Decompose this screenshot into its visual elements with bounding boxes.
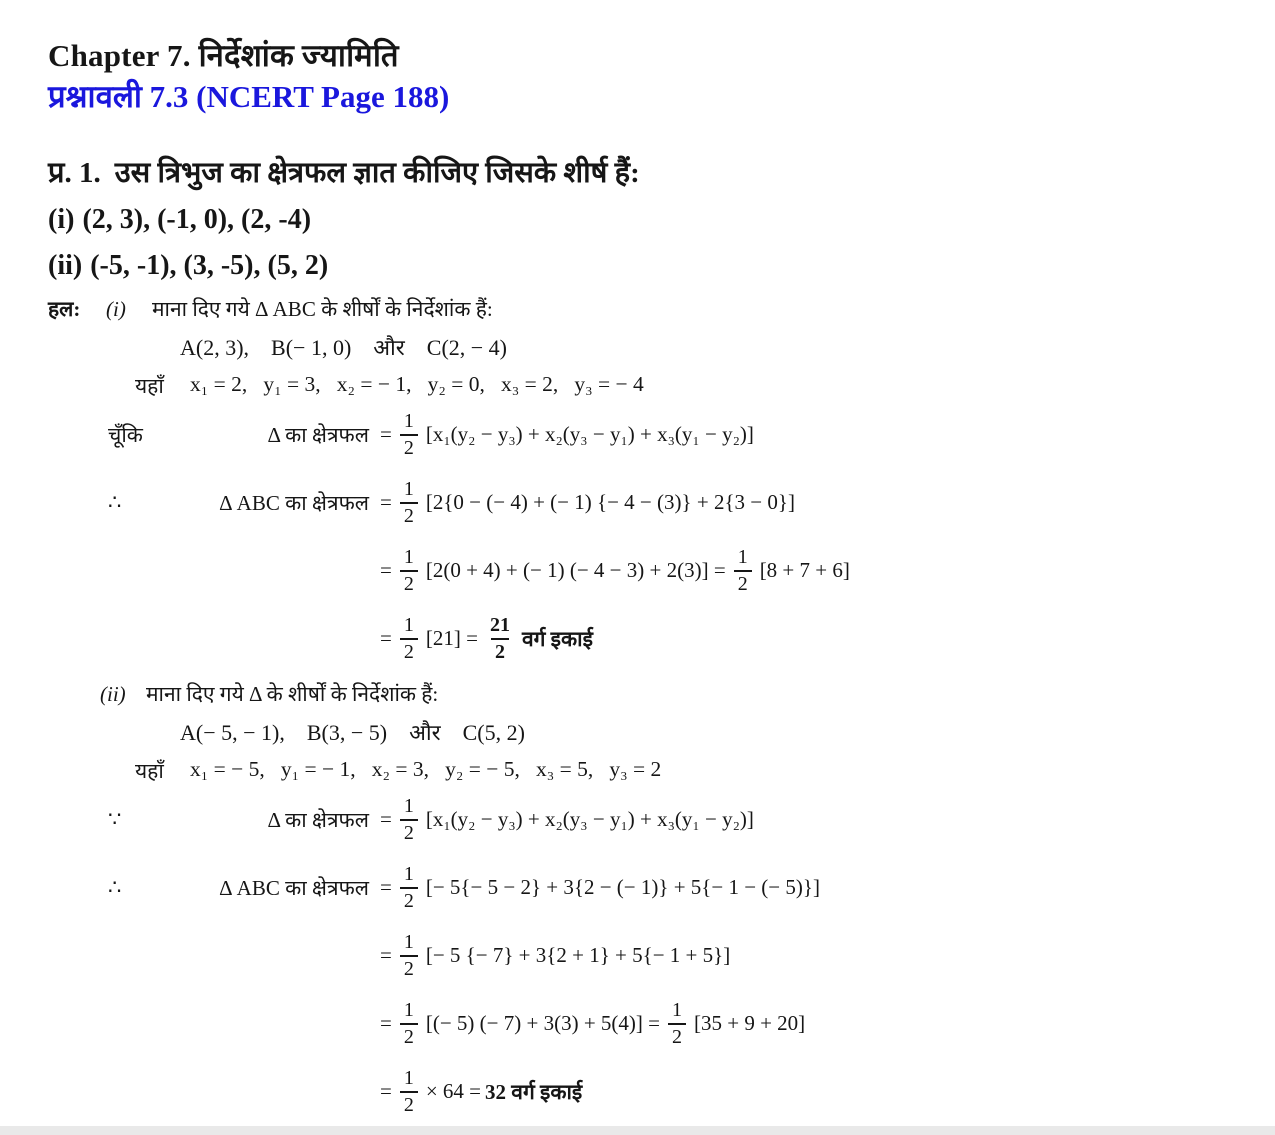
- math-text: [− 5 {− 7} + 3{2 + 1} + 5{− 1 + 5}]: [425, 943, 731, 968]
- fraction: [400, 931, 418, 980]
- solution-label: हल:: [48, 297, 81, 322]
- math-text: [35 + 9 + 20]: [694, 1011, 806, 1036]
- math-expression: [378, 1067, 584, 1116]
- fraction-denominator: 2: [400, 1091, 418, 1116]
- exercise-title: प्रश्नावली 7.3 (NCERT Page 188): [48, 79, 450, 115]
- question-part-label: (ii): [48, 250, 83, 282]
- chapter-title: Chapter 7. निर्देशांक ज्यामिति: [48, 38, 399, 73]
- given-values: x₁ = 2, y₁ = 3, x₂ = − 1, y₂ = 0, x₃ = 2, y₃ = − 4: [190, 372, 644, 397]
- fraction-denominator: 2: [400, 955, 418, 980]
- fraction: [734, 546, 752, 595]
- fraction-numerator: 1: [403, 795, 414, 818]
- fraction: [400, 614, 418, 663]
- solution-section: [48, 295, 1245, 672]
- math-text: =: [380, 807, 392, 832]
- math-expression: [378, 931, 732, 980]
- step-relation-symbol: ∴: [108, 875, 122, 900]
- fraction: [400, 863, 418, 912]
- fraction-denominator: 2: [668, 1023, 686, 1048]
- question-line: [48, 155, 1245, 191]
- equation-step: [48, 786, 1245, 853]
- coordinates-line: A(2, 3), B(− 1, 0) और C(2, − 4): [180, 335, 508, 361]
- equation-step: [48, 401, 1245, 468]
- math-text: =: [380, 422, 392, 447]
- math-text: =: [380, 558, 392, 583]
- math-text: [x₁(y₂ − y₃) + x₂(y₃ − y₁) + x₃(y₁ − y₂)]: [425, 807, 754, 832]
- math-text: =: [380, 943, 392, 968]
- fraction: [400, 478, 418, 527]
- solution-sections: [48, 295, 1245, 1125]
- fraction: [400, 1067, 418, 1116]
- math-expression: [378, 795, 756, 844]
- fraction-denominator: 2: [400, 638, 418, 663]
- section-intro-text: माना दिए गये Δ के शीर्षों के निर्देशांक हैं:: [146, 682, 439, 707]
- math-expression: [378, 410, 756, 459]
- question-part-points: (2, 3), (-1, 0), (2, -4): [82, 204, 312, 236]
- fraction-numerator: 1: [403, 863, 414, 886]
- math-expression: [378, 478, 797, 527]
- question-number: प्र. 1.: [48, 157, 101, 190]
- math-text: =: [380, 626, 392, 651]
- math-text: =: [380, 1079, 392, 1104]
- math-expression: [378, 999, 807, 1048]
- fraction-denominator: 2: [491, 638, 509, 663]
- equation-step: [48, 605, 1245, 672]
- equation-step: [48, 990, 1245, 1057]
- fraction-numerator: 1: [403, 931, 414, 954]
- question-part-points: (-5, -1), (3, -5), (5, 2): [90, 250, 329, 282]
- coordinates-line: A(− 5, − 1), B(3, − 5) और C(5, 2): [180, 720, 525, 746]
- here-label: यहाँ: [135, 759, 164, 784]
- section-intro-row: [48, 295, 1245, 323]
- step-relation-symbol: ∴: [108, 490, 122, 515]
- math-text: [21] =: [425, 626, 478, 651]
- equation-step: [48, 922, 1245, 989]
- math-text: =: [380, 490, 392, 515]
- fraction-numerator: 1: [403, 614, 414, 637]
- fraction-numerator: 1: [403, 478, 414, 501]
- fraction: [400, 999, 418, 1048]
- math-text: [8 + 7 + 6]: [759, 558, 850, 583]
- fraction-numerator: 21: [489, 614, 510, 637]
- given-values-row: [48, 372, 1245, 400]
- fraction-numerator: 1: [403, 999, 414, 1022]
- fraction: [668, 999, 686, 1048]
- fraction: [400, 410, 418, 459]
- fraction-denominator: 2: [400, 434, 418, 459]
- given-values: x₁ = − 5, y₁ = − 1, x₂ = 3, y₂ = − 5, x₃ = 5, y₃ = 2: [190, 757, 662, 782]
- fraction-numerator: 1: [403, 410, 414, 433]
- math-text: [2(0 + 4) + (− 1) (− 4 − 3) + 2(3)] =: [425, 558, 726, 583]
- math-text: [x₁(y₂ − y₃) + x₂(y₃ − y₁) + x₃(y₁ − y₂)]: [425, 422, 754, 447]
- section-marker: (ii): [100, 682, 126, 707]
- fraction-numerator: 1: [672, 999, 682, 1022]
- fraction-numerator: 1: [403, 546, 414, 569]
- question-block: [48, 155, 1245, 283]
- math-text: [2{0 − (− 4) + (− 1) {− 4 − (3)} + 2{3 − 0}]: [425, 490, 795, 515]
- fraction-denominator: 2: [400, 502, 418, 527]
- step-relation-symbol: ∵: [108, 807, 122, 832]
- fraction: [486, 614, 514, 663]
- step-relation-symbol: चूँकि: [108, 422, 143, 447]
- math-text: [− 5{− 5 − 2} + 3{2 − (− 1)} + 5{− 1 − (− 5)}]: [425, 875, 820, 900]
- section-intro-row: [48, 680, 1245, 708]
- question-part-ii: [48, 248, 1245, 283]
- fraction-denominator: 2: [400, 570, 418, 595]
- fraction-denominator: 2: [400, 887, 418, 912]
- equation-step: [48, 854, 1245, 921]
- math-expression: [378, 546, 852, 595]
- fraction-numerator: 1: [403, 1067, 414, 1090]
- step-lhs: Δ ABC का क्षेत्रफल: [219, 490, 369, 515]
- equation-step: [48, 1058, 1245, 1125]
- given-values-row: [48, 757, 1245, 785]
- page-header: [48, 36, 1245, 117]
- step-lhs: Δ का क्षेत्रफल: [267, 422, 369, 447]
- fraction-denominator: 2: [734, 570, 752, 595]
- page-bottom-edge: [0, 1126, 1275, 1135]
- here-label: यहाँ: [135, 374, 164, 399]
- math-expression: [378, 614, 595, 663]
- question-part-label: (i): [48, 204, 75, 236]
- result-text: 32 वर्ग इकाई: [485, 1079, 583, 1104]
- question-part-i: [48, 202, 1245, 237]
- fraction: [400, 795, 418, 844]
- equation-step: [48, 537, 1245, 604]
- fraction-numerator: 1: [737, 546, 748, 569]
- fraction: [400, 546, 418, 595]
- fraction-denominator: 2: [400, 1023, 418, 1048]
- step-lhs: Δ का क्षेत्रफल: [267, 807, 369, 832]
- section-marker: (i): [106, 297, 126, 322]
- math-expression: [378, 863, 822, 912]
- math-text: [(− 5) (− 7) + 3(3) + 5(4)] =: [425, 1011, 660, 1036]
- fraction-denominator: 2: [400, 819, 418, 844]
- math-text: =: [380, 1011, 392, 1036]
- solution-section: [48, 680, 1245, 1125]
- equation-step: [48, 469, 1245, 536]
- result-text: वर्ग इकाई: [521, 626, 593, 651]
- math-text: =: [380, 875, 392, 900]
- section-intro-text: माना दिए गये Δ ABC के शीर्षों के निर्देशांक हैं:: [152, 297, 493, 322]
- question-text: उस त्रिभुज का क्षेत्रफल ज्ञात कीजिए जिसके शीर्ष हैं:: [114, 157, 640, 190]
- step-lhs: Δ ABC का क्षेत्रफल: [219, 875, 369, 900]
- math-text: × 64 =: [425, 1079, 482, 1104]
